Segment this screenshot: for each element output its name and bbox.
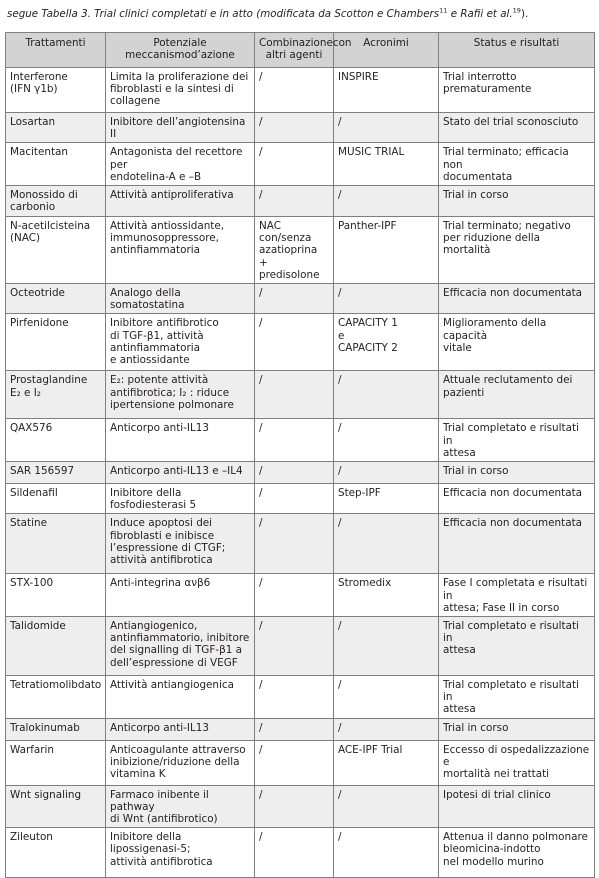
caption-ref-1: 11 xyxy=(439,6,448,15)
cell-status-line: attesa xyxy=(443,703,476,716)
cell-combinazione xyxy=(255,217,334,284)
cell-acronimo xyxy=(334,462,439,484)
cell-trattamento xyxy=(6,186,106,217)
cell-status-line: Ipotesi di trial clinico xyxy=(443,788,551,801)
cell-acronimo-line: INSPIRE xyxy=(338,71,379,83)
cell-status-line: pazienti xyxy=(443,386,485,399)
cell-meccanismo-line: Anticorpo anti-IL13 xyxy=(110,721,209,734)
cell-meccanismo xyxy=(106,718,255,740)
cell-trattamento-line: Talidomide xyxy=(10,620,66,633)
cell-trattamento-line: N-acetilcisteina xyxy=(10,220,91,233)
cell-meccanismo-line: attività antifibrotica xyxy=(110,554,213,567)
cell-trattamento xyxy=(6,785,106,828)
cell-meccanismo xyxy=(106,740,255,785)
cell-status-line: documentata xyxy=(443,170,513,183)
cell-status-line: per riduzione della mortalità xyxy=(443,232,541,257)
cell-trattamento xyxy=(6,113,106,143)
cell-acronimo xyxy=(334,68,439,113)
cell-acronimo xyxy=(334,718,439,740)
caption-end: ). xyxy=(520,8,529,20)
cell-acronimo xyxy=(334,186,439,217)
cell-trattamento-line: Octeotride xyxy=(10,287,65,300)
table-row xyxy=(6,68,595,113)
table-body xyxy=(6,68,595,878)
cell-trattamento xyxy=(6,217,106,284)
cell-combinazione-line: / xyxy=(259,679,263,692)
cell-status xyxy=(439,617,595,676)
cell-meccanismo-line: immunosoppressore, xyxy=(110,232,219,245)
cell-combinazione xyxy=(255,113,334,143)
cell-status-line: Trial interrotto prematuramente xyxy=(443,71,532,96)
cell-meccanismo-line: Analogo della somatostatina xyxy=(110,287,185,312)
cell-status-line: Trial in corso xyxy=(443,465,509,478)
cell-status-line: attesa xyxy=(443,446,476,459)
header-status-line: Status e risultati xyxy=(473,37,560,49)
cell-trattamento-line: SAR 156597 xyxy=(10,465,75,478)
cell-trattamento xyxy=(6,143,106,186)
cell-meccanismo-line: Attività antiangiogenica xyxy=(110,679,234,692)
cell-meccanismo-line: antifibrotica; I₂ : riduce xyxy=(110,386,230,399)
cell-status-line: bleomicina-indotto xyxy=(443,843,541,856)
cell-status xyxy=(439,113,595,143)
cell-meccanismo-line: Anti-integrina ανβ6 xyxy=(110,577,211,590)
cell-meccanismo xyxy=(106,828,255,878)
cell-status-line: Efficacia non documentata xyxy=(443,287,583,300)
cell-meccanismo xyxy=(106,676,255,719)
table-row xyxy=(6,113,595,143)
cell-acronimo xyxy=(334,113,439,143)
cell-combinazione xyxy=(255,740,334,785)
cell-acronimo xyxy=(334,284,439,314)
header-combinazione-line: con altri agenti xyxy=(265,37,352,62)
cell-status-line: Eccesso di ospedalizzazione e xyxy=(443,743,590,768)
cell-combinazione xyxy=(255,371,334,419)
cell-meccanismo-line: antinfiammatoria xyxy=(110,244,200,257)
cell-status xyxy=(439,740,595,785)
table-row xyxy=(6,484,595,514)
cell-status xyxy=(439,718,595,740)
cell-meccanismo-line: antinfiammatoria xyxy=(110,341,200,354)
cell-trattamento-line: Losartan xyxy=(10,116,56,128)
cell-trattamento xyxy=(6,718,106,740)
cell-status-line: nel modello murino xyxy=(443,855,544,868)
cell-trattamento xyxy=(6,68,106,113)
cell-combinazione-line: / xyxy=(259,577,263,590)
cell-meccanismo-line: Attività antiossidante, xyxy=(110,220,225,233)
cell-meccanismo-line: di Wnt (antifibrotico) xyxy=(110,813,218,826)
cell-meccanismo-line: Inibitore dell’angiotensina II xyxy=(110,116,246,141)
cell-acronimo-line: Panther-IPF xyxy=(338,220,397,233)
header-acronimo-line: Acronimi xyxy=(363,37,409,49)
cell-combinazione-line: / xyxy=(259,487,263,500)
cell-trattamento xyxy=(6,617,106,676)
cell-trattamento-line: STX-100 xyxy=(10,577,54,590)
cell-meccanismo-line: Induce apoptosi dei xyxy=(110,517,213,530)
cell-status-line: Trial completato e risultati in xyxy=(443,679,579,704)
cell-meccanismo xyxy=(106,514,255,574)
caption-mid: e Rafii et al. xyxy=(447,8,513,20)
cell-combinazione-line: / xyxy=(259,788,263,801)
cell-meccanismo-line: attività antifibrotica xyxy=(110,855,213,868)
cell-meccanismo-line: Inibitore della fosfodiesterasi 5 xyxy=(110,487,197,512)
table-row xyxy=(6,462,595,484)
cell-meccanismo-line: Farmaco inibente il pathway xyxy=(110,788,209,813)
header-meccanismo xyxy=(106,33,255,68)
cell-trattamento-line: Wnt signaling xyxy=(10,788,82,801)
cell-acronimo xyxy=(334,314,439,371)
cell-status xyxy=(439,284,595,314)
cell-status xyxy=(439,574,595,617)
cell-status-line: attesa; Fase II in corso xyxy=(443,601,560,614)
cell-trattamento xyxy=(6,514,106,574)
cell-combinazione-line: / xyxy=(259,465,263,478)
cell-combinazione xyxy=(255,828,334,878)
table-caption xyxy=(7,8,528,20)
cell-acronimo-line: / xyxy=(338,422,342,435)
cell-combinazione-line: / xyxy=(259,620,263,633)
cell-meccanismo xyxy=(106,314,255,371)
cell-acronimo xyxy=(334,785,439,828)
caption-prefix: segue Tabella 3. xyxy=(7,8,95,20)
table-row xyxy=(6,740,595,785)
cell-combinazione xyxy=(255,143,334,186)
cell-meccanismo xyxy=(106,113,255,143)
cell-meccanismo xyxy=(106,617,255,676)
cell-acronimo-line: CAPACITY 2 xyxy=(338,341,398,354)
cell-combinazione-line: / xyxy=(259,317,263,330)
cell-status-line: Stato del trial sconosciuto xyxy=(443,116,579,128)
cell-trattamento xyxy=(6,284,106,314)
caption-ref-2: 19 xyxy=(512,6,521,15)
header-combinazione-line: Combinazione xyxy=(259,37,333,49)
cell-combinazione-line: / xyxy=(259,721,263,734)
cell-status xyxy=(439,217,595,284)
cell-status-line: Fase I completata e risultati in xyxy=(443,577,588,602)
cell-acronimo xyxy=(334,828,439,878)
table-row xyxy=(6,419,595,462)
cell-acronimo xyxy=(334,617,439,676)
cell-combinazione xyxy=(255,676,334,719)
cell-combinazione-line: / xyxy=(259,146,263,159)
cell-meccanismo-line: Anticoagulante attraverso xyxy=(110,743,246,756)
table-row xyxy=(6,143,595,186)
cell-status-line: Efficacia non documentata xyxy=(443,487,583,500)
cell-combinazione-line: azatioprina + xyxy=(259,244,318,269)
cell-trattamento-line: (IFN γ1b) xyxy=(10,83,58,96)
header-meccanismo-line: Potenziale meccanismo xyxy=(125,37,207,62)
cell-acronimo-line: / xyxy=(338,116,342,128)
cell-combinazione-line: / xyxy=(259,743,263,756)
cell-status-line: Trial terminato; negativo xyxy=(443,220,571,233)
cell-status xyxy=(439,828,595,878)
cell-meccanismo-line: e antiossidante xyxy=(110,354,190,367)
header-trattamento-line: Trattamenti xyxy=(25,37,86,49)
cell-meccanismo-line: di TGF-β1, attività xyxy=(110,329,204,342)
cell-meccanismo-line: E₂: potente attività xyxy=(110,374,209,387)
table-row xyxy=(6,186,595,217)
cell-combinazione xyxy=(255,514,334,574)
cell-meccanismo xyxy=(106,284,255,314)
cell-trattamento-line: Pirfenidone xyxy=(10,317,69,330)
cell-acronimo xyxy=(334,514,439,574)
cell-trattamento xyxy=(6,828,106,878)
cell-status xyxy=(439,143,595,186)
clinical-trials-table xyxy=(5,32,595,878)
cell-meccanismo xyxy=(106,68,255,113)
header-status xyxy=(439,33,595,68)
table-row xyxy=(6,676,595,719)
cell-trattamento xyxy=(6,574,106,617)
cell-trattamento xyxy=(6,676,106,719)
table-row xyxy=(6,828,595,878)
cell-trattamento xyxy=(6,484,106,514)
cell-status xyxy=(439,371,595,419)
cell-meccanismo-line: dell’espressione di VEGF xyxy=(110,656,238,669)
cell-meccanismo-line: Limita la proliferazione dei xyxy=(110,71,249,83)
cell-trattamento-line: QAX576 xyxy=(10,422,53,435)
cell-meccanismo-line: fibroblasti e inibisce xyxy=(110,529,215,542)
cell-combinazione-line: / xyxy=(259,374,263,387)
cell-trattamento-line: Tralokinumab xyxy=(10,721,80,734)
cell-status-line: Trial completato e risultati in xyxy=(443,422,579,447)
cell-status xyxy=(439,785,595,828)
cell-status xyxy=(439,676,595,719)
cell-meccanismo xyxy=(106,143,255,186)
cell-acronimo xyxy=(334,484,439,514)
cell-meccanismo xyxy=(106,419,255,462)
cell-acronimo-line: ACE-IPF Trial xyxy=(338,743,403,756)
cell-trattamento-line: Sildenafil xyxy=(10,487,58,500)
cell-acronimo xyxy=(334,217,439,284)
cell-combinazione-line: / xyxy=(259,831,263,844)
header-meccanismo-line: d’azione xyxy=(190,49,235,62)
cell-trattamento-line: Monossido di xyxy=(10,189,78,202)
cell-meccanismo-line: del signalling di TGF-β1 a xyxy=(110,644,242,657)
table-row xyxy=(6,284,595,314)
cell-combinazione xyxy=(255,186,334,217)
cell-trattamento-line: Interferone xyxy=(10,71,68,83)
cell-meccanismo xyxy=(106,186,255,217)
cell-status xyxy=(439,186,595,217)
cell-acronimo-line: Step-IPF xyxy=(338,487,381,500)
cell-meccanismo-line: Inibitore antifibrotico xyxy=(110,317,219,330)
cell-meccanismo-line: endotelina-A e –B xyxy=(110,170,202,183)
cell-combinazione xyxy=(255,484,334,514)
cell-status xyxy=(439,68,595,113)
cell-meccanismo xyxy=(106,217,255,284)
cell-acronimo xyxy=(334,419,439,462)
cell-combinazione-line: / xyxy=(259,422,263,435)
cell-meccanismo-line: Antiangiogenico, xyxy=(110,620,198,633)
cell-trattamento-line: Warfarin xyxy=(10,743,55,756)
cell-acronimo-line: / xyxy=(338,287,342,300)
cell-trattamento-line: carbonio xyxy=(10,201,56,214)
cell-trattamento-line: Tetratiomolibdato xyxy=(10,679,102,692)
cell-trattamento xyxy=(6,371,106,419)
cell-combinazione xyxy=(255,462,334,484)
table-row xyxy=(6,314,595,371)
cell-combinazione xyxy=(255,574,334,617)
table-row xyxy=(6,217,595,284)
cell-trattamento-line: (NAC) xyxy=(10,232,41,245)
cell-trattamento xyxy=(6,314,106,371)
table-row xyxy=(6,785,595,828)
cell-combinazione-line: / xyxy=(259,71,263,83)
cell-combinazione xyxy=(255,617,334,676)
cell-trattamento xyxy=(6,462,106,484)
cell-meccanismo xyxy=(106,462,255,484)
table-row xyxy=(6,371,595,419)
cell-status-line: Attuale reclutamento dei xyxy=(443,374,573,387)
caption-title: Trial clinici completati e in atto (modificata da Scotton e Chambers xyxy=(94,8,440,20)
cell-status-line: Trial terminato; efficacia non xyxy=(443,146,569,171)
cell-acronimo-line: / xyxy=(338,721,342,734)
cell-meccanismo-line: l’espressione di CTGF; xyxy=(110,541,226,554)
cell-meccanismo-line: antinfiammatorio, inibitore xyxy=(110,632,250,645)
cell-status-line: mortalità nei trattati xyxy=(443,768,550,781)
cell-meccanismo xyxy=(106,785,255,828)
cell-trattamento-line: Zileuton xyxy=(10,831,53,844)
cell-status-line: Miglioramento della capacità xyxy=(443,317,547,342)
cell-acronimo-line: / xyxy=(338,374,342,387)
cell-meccanismo xyxy=(106,484,255,514)
cell-combinazione xyxy=(255,284,334,314)
cell-acronimo xyxy=(334,371,439,419)
cell-status xyxy=(439,419,595,462)
table-row xyxy=(6,617,595,676)
cell-meccanismo-line: Inibitore della lipossigenasi-5; xyxy=(110,831,191,856)
cell-trattamento-line: E₂ e I₂ xyxy=(10,386,41,399)
cell-acronimo-line: MUSIC TRIAL xyxy=(338,146,405,159)
cell-trattamento xyxy=(6,419,106,462)
cell-acronimo-line: / xyxy=(338,831,342,844)
cell-status xyxy=(439,514,595,574)
cell-acronimo-line: / xyxy=(338,517,342,530)
cell-acronimo xyxy=(334,574,439,617)
cell-meccanismo-line: Attività antiproliferativa xyxy=(110,189,234,202)
cell-status-line: Attenua il danno polmonare xyxy=(443,831,588,844)
cell-acronimo-line: / xyxy=(338,620,342,633)
cell-acronimo xyxy=(334,740,439,785)
cell-combinazione-line: / xyxy=(259,116,263,128)
cell-combinazione xyxy=(255,68,334,113)
cell-acronimo xyxy=(334,143,439,186)
cell-acronimo-line: CAPACITY 1 xyxy=(338,317,398,330)
cell-meccanismo-line: Anticorpo anti-IL13 e –IL4 xyxy=(110,465,243,478)
cell-status-line: Trial in corso xyxy=(443,721,509,734)
cell-acronimo-line: Stromedix xyxy=(338,577,392,590)
cell-combinazione xyxy=(255,718,334,740)
cell-combinazione xyxy=(255,314,334,371)
cell-combinazione xyxy=(255,419,334,462)
cell-acronimo-line: / xyxy=(338,189,342,202)
header-combinazione xyxy=(255,33,352,68)
cell-acronimo-line: e xyxy=(338,329,345,342)
cell-acronimo-line: / xyxy=(338,679,342,692)
cell-combinazione-line: / xyxy=(259,189,263,202)
cell-acronimo-line: / xyxy=(338,788,342,801)
cell-meccanismo-line: Anticorpo anti-IL13 xyxy=(110,422,209,435)
cell-status-line: Trial in corso xyxy=(443,189,509,202)
table-row xyxy=(6,718,595,740)
cell-status-line: Efficacia non documentata xyxy=(443,517,583,530)
cell-trattamento-line: Statine xyxy=(10,517,47,530)
cell-combinazione-line: NAC con/senza xyxy=(259,220,312,245)
cell-combinazione-line: predisolone xyxy=(259,268,320,281)
cell-status xyxy=(439,462,595,484)
header-trattamenti xyxy=(6,33,106,68)
cell-status-line: attesa xyxy=(443,644,476,657)
cell-status xyxy=(439,314,595,371)
cell-meccanismo-line: collagene xyxy=(110,95,161,108)
table-header-row xyxy=(6,33,595,68)
cell-combinazione-line: / xyxy=(259,517,263,530)
cell-meccanismo-line: ipertensione polmonare xyxy=(110,398,234,411)
cell-acronimo xyxy=(334,676,439,719)
cell-combinazione xyxy=(255,785,334,828)
cell-meccanismo-line: vitamina K xyxy=(110,768,166,781)
cell-meccanismo-line: fibroblasti e la sintesi di xyxy=(110,83,234,96)
table-row xyxy=(6,574,595,617)
cell-trattamento-line: Macitentan xyxy=(10,146,69,159)
cell-acronimo-line: / xyxy=(338,465,342,478)
cell-trattamento-line: Prostaglandine xyxy=(10,374,88,387)
cell-meccanismo-line: Antagonista del recettore per xyxy=(110,146,243,171)
cell-meccanismo xyxy=(106,371,255,419)
cell-meccanismo-line: inibizione/riduzione della xyxy=(110,755,240,768)
cell-status-line: vitale xyxy=(443,341,472,354)
cell-status xyxy=(439,484,595,514)
table-row xyxy=(6,514,595,574)
cell-combinazione-line: / xyxy=(259,287,263,300)
cell-status-line: Trial completato e risultati in xyxy=(443,620,579,645)
cell-trattamento xyxy=(6,740,106,785)
cell-meccanismo xyxy=(106,574,255,617)
